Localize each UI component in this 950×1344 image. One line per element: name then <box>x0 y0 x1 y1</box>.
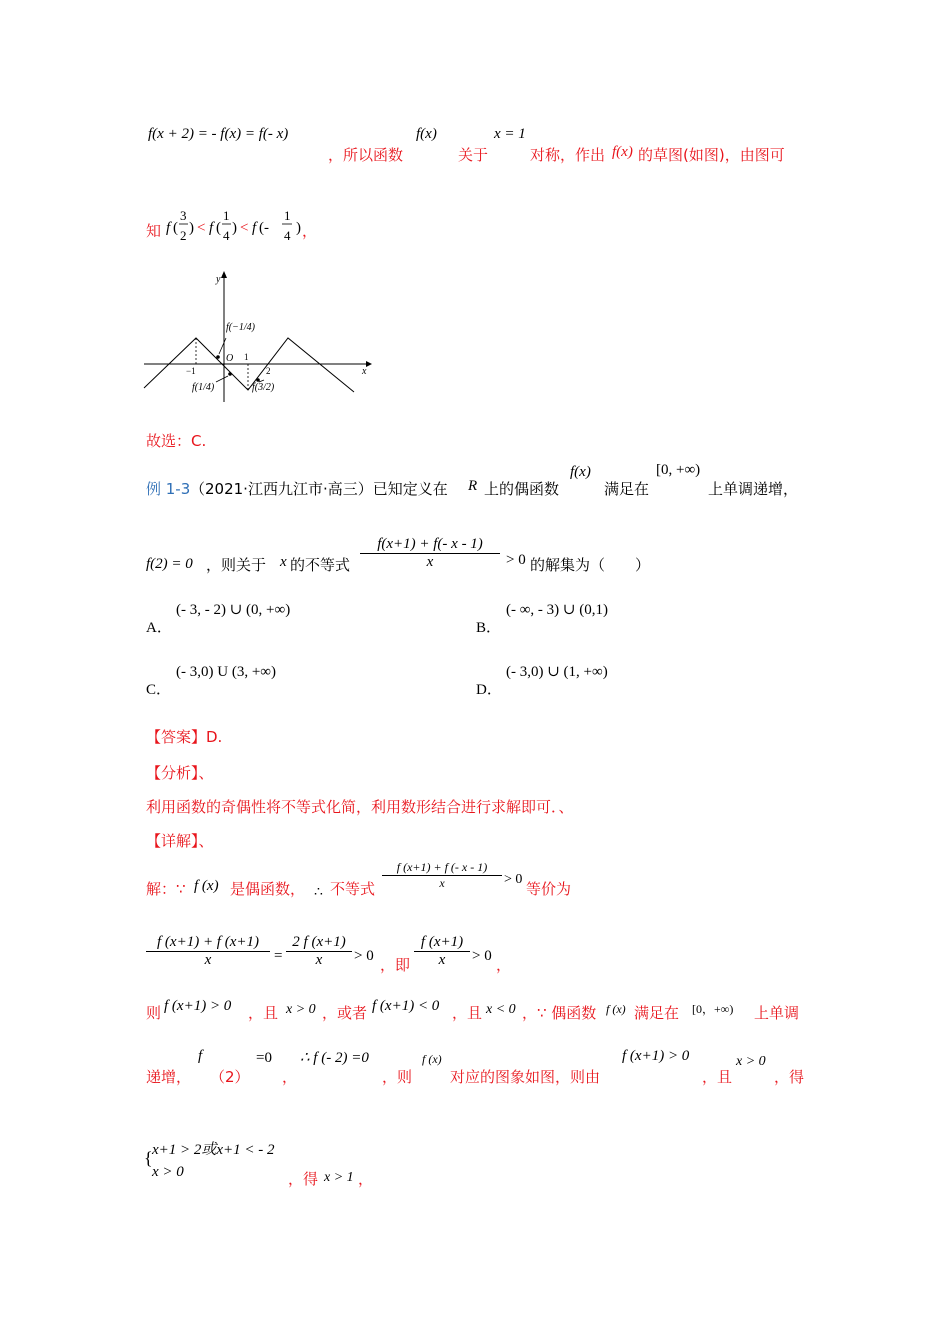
equation-f-shift: f(x + 2) = - f(x) = f(- x) <box>148 126 289 142</box>
sol3-e3: f (x+1) < 0 <box>372 998 440 1014</box>
sol3-e2: x > 0 <box>286 1002 316 1017</box>
sol4-text-5: ，且 <box>702 1068 733 1086</box>
sol3-e5: f (x) <box>606 1002 626 1016</box>
sol1-text-1: 解：∵ <box>146 880 186 898</box>
svg-text:(: ( <box>216 220 221 236</box>
sol2-fraction-2: $\frac{2 f (x+1)}{x}$ <box>286 934 352 969</box>
text-inequality: 的不等式 <box>290 556 351 574</box>
sol3-text-5: ，∵ 偶函数 <box>522 1004 597 1022</box>
sol1-rhs: > 0 <box>504 872 523 887</box>
option-b[interactable] <box>476 598 676 638</box>
sol4-text-6: ，得 <box>774 1068 805 1086</box>
text-even-function: 上的偶函数 <box>484 480 560 498</box>
expr-fx: f(x) <box>416 126 437 142</box>
sol3-text-2: ，且 <box>248 1004 279 1022</box>
option-b-value: (- ∞, - 3) ∪ (0,1) <box>506 602 608 618</box>
svg-text:3: 3 <box>180 208 187 223</box>
sol3-e6: [0，+∞) <box>692 1002 734 1016</box>
sol2-text-1: ，即 <box>380 956 411 974</box>
origin-label: O <box>226 353 234 364</box>
svg-text:<: < <box>197 220 206 236</box>
sol5-e1: x > 1 <box>324 1170 354 1185</box>
sol3-text-6: 满足在 <box>634 1004 680 1022</box>
svg-text:2: 2 <box>180 228 187 243</box>
sol4-e1: ∴ f (- 2) =0 <box>300 1050 369 1066</box>
label-f-neg-quarter: f(−1/4) <box>226 322 255 333</box>
analysis-heading: 【分析】、 <box>146 764 214 782</box>
tick-minus-one: −1 <box>186 366 196 376</box>
inequality-rhs: > 0 <box>506 552 526 568</box>
symbol-x: x <box>280 554 287 570</box>
sol4-text-1: 递增， <box>146 1068 192 1086</box>
text-draft: 的草图(如图)，由图可 <box>638 146 785 164</box>
x-axis-label: x <box>362 366 367 377</box>
sol2-eq: = <box>274 948 283 964</box>
example-source: （2021·江西九江市·高三）已知定义在 <box>190 480 448 498</box>
sol1-therefore: ∴ <box>314 885 323 900</box>
sol4-e3: f (x+1) > 0 <box>622 1048 690 1064</box>
x-axis-arrow <box>366 361 372 367</box>
tick-one: 1 <box>244 352 249 362</box>
svg-text:f: f <box>209 220 214 236</box>
sol1-text-2: 是偶函数， <box>230 880 306 898</box>
text-increasing: 上单调递增， <box>708 480 799 498</box>
line-2 <box>146 202 446 252</box>
sol1-text-3: 不等式 <box>330 880 376 898</box>
expr-axis: x = 1 <box>494 126 526 142</box>
point-f-quarter <box>228 372 232 376</box>
y-axis-label: y <box>216 274 221 285</box>
option-a[interactable] <box>146 598 346 638</box>
point-f-neg-quarter <box>216 355 220 359</box>
text-know: 知 <box>146 222 162 240</box>
sol5-text-1: ，得 <box>288 1170 319 1188</box>
svg-text:): ) <box>189 220 194 236</box>
answer-line: 【答案】D. <box>146 728 223 746</box>
solution-line-2 <box>146 934 626 982</box>
inequality-fraction: $\frac{f(x+1) + f(- x - 1)}{x}$ <box>360 536 500 571</box>
text-about: 关于 <box>458 146 489 164</box>
svg-text:): ) <box>296 220 301 236</box>
option-d[interactable] <box>476 660 676 700</box>
option-a-letter: A． <box>146 620 172 636</box>
text-symmetric: 对称，作出 <box>530 146 606 164</box>
solution-line-3 <box>146 996 816 1026</box>
text-satisfies-in: 满足在 <box>604 480 650 498</box>
solution-line-4 <box>146 1042 816 1088</box>
svg-text:(: ( <box>173 220 178 236</box>
sol2-fraction-1: $\frac{f (x+1) + f (x+1)}{x}$ <box>146 934 270 969</box>
svg-text:1: 1 <box>223 208 230 223</box>
label-f-three-half: f(3/2) <box>252 382 275 393</box>
example-1-3-line-1 <box>146 460 816 500</box>
sol4-eq0: =0 <box>256 1050 272 1066</box>
svg-text:f: f <box>252 220 257 236</box>
sol5-brace: { <box>144 1148 153 1168</box>
sol4-text-3: ，则 <box>382 1068 413 1086</box>
svg-text:<: < <box>240 220 249 236</box>
sol4-e2: f (x) <box>422 1052 442 1066</box>
sol4-two: （2） <box>210 1068 250 1086</box>
sol3-text-3: ，或者 <box>322 1004 368 1022</box>
tick-two: 2 <box>266 366 271 376</box>
sol2-rhs-3: > 0 <box>472 948 492 964</box>
option-d-value: (- 3,0) ∪ (1, +∞) <box>506 664 608 680</box>
expr-interval: [0, +∞) <box>656 462 701 478</box>
sol2-fraction-3: $\frac{f (x+1)}{x}$ <box>414 934 470 969</box>
detail-heading: 【详解】、 <box>146 832 214 850</box>
sol4-e4: x > 0 <box>736 1054 766 1069</box>
expr-fx-example: f(x) <box>570 464 591 480</box>
text-solution-set: 的解集为（ ） <box>530 556 651 574</box>
sol1-fx: f (x) <box>194 878 219 894</box>
analysis-text: 利用函数的奇偶性将不等式化简，利用数形结合进行求解即可．、 <box>146 798 574 816</box>
label-f-quarter: f(1/4) <box>192 382 215 393</box>
sol3-text-4: ，且 <box>452 1004 483 1022</box>
curve-line <box>144 338 354 392</box>
example-1-3-line-2 <box>146 536 706 586</box>
option-c-value: (- 3,0) U (3, +∞) <box>176 664 276 680</box>
sol3-e4: x < 0 <box>486 1002 516 1017</box>
sol3-e1: f (x+1) > 0 <box>164 998 232 1014</box>
sol5-text-2: ， <box>358 1170 374 1188</box>
text-comma: ， <box>302 222 318 240</box>
option-c-letter: C． <box>146 682 172 698</box>
text-then-about: ，则关于 <box>206 556 267 574</box>
option-b-letter: B． <box>476 620 502 636</box>
solution-line-5 <box>144 1136 404 1190</box>
sol1-text-4: 等价为 <box>526 880 572 898</box>
function-sketch-graph <box>140 268 380 408</box>
svg-text:(-: (- <box>259 220 269 236</box>
option-a-value: (- 3, - 2) ∪ (0, +∞) <box>176 602 291 618</box>
sol3-text-1: 则 <box>146 1004 162 1022</box>
sol5-row-2: x > 0 <box>152 1164 184 1180</box>
line-1 <box>146 124 826 170</box>
sol3-text-7: 上单调 <box>754 1004 800 1022</box>
option-d-letter: D． <box>476 682 502 698</box>
sol2-text-2: ， <box>496 956 512 974</box>
y-axis-arrow <box>221 271 227 278</box>
example-label: 例 1-3 <box>146 480 191 498</box>
svg-text:1: 1 <box>284 208 291 223</box>
option-c[interactable] <box>146 660 346 700</box>
sol4-f: f <box>198 1048 203 1064</box>
svg-text:4: 4 <box>284 228 291 243</box>
svg-text:f: f <box>166 220 171 236</box>
sol4-text-2: ， <box>282 1068 298 1086</box>
solution-line-1 <box>146 860 646 904</box>
expr-fx-2: f(x) <box>612 144 633 160</box>
choice-statement: 故选：C. <box>146 432 207 450</box>
symbol-R: R <box>468 478 478 494</box>
expr-f2-zero: f(2) = 0 <box>146 556 193 572</box>
sol5-row-1: x+1 > 2或x+1 < - 2 <box>152 1142 275 1158</box>
svg-text:4: 4 <box>223 228 230 243</box>
sol4-text-4: 对应的图象如图，则由 <box>450 1068 601 1086</box>
text-so-function: ，所以函数 <box>328 146 404 164</box>
sol2-rhs: > 0 <box>354 948 374 964</box>
sol1-fraction: $\frac{f (x+1) + f (- x - 1)}{x}$ <box>382 860 502 891</box>
svg-text:): ) <box>232 220 237 236</box>
